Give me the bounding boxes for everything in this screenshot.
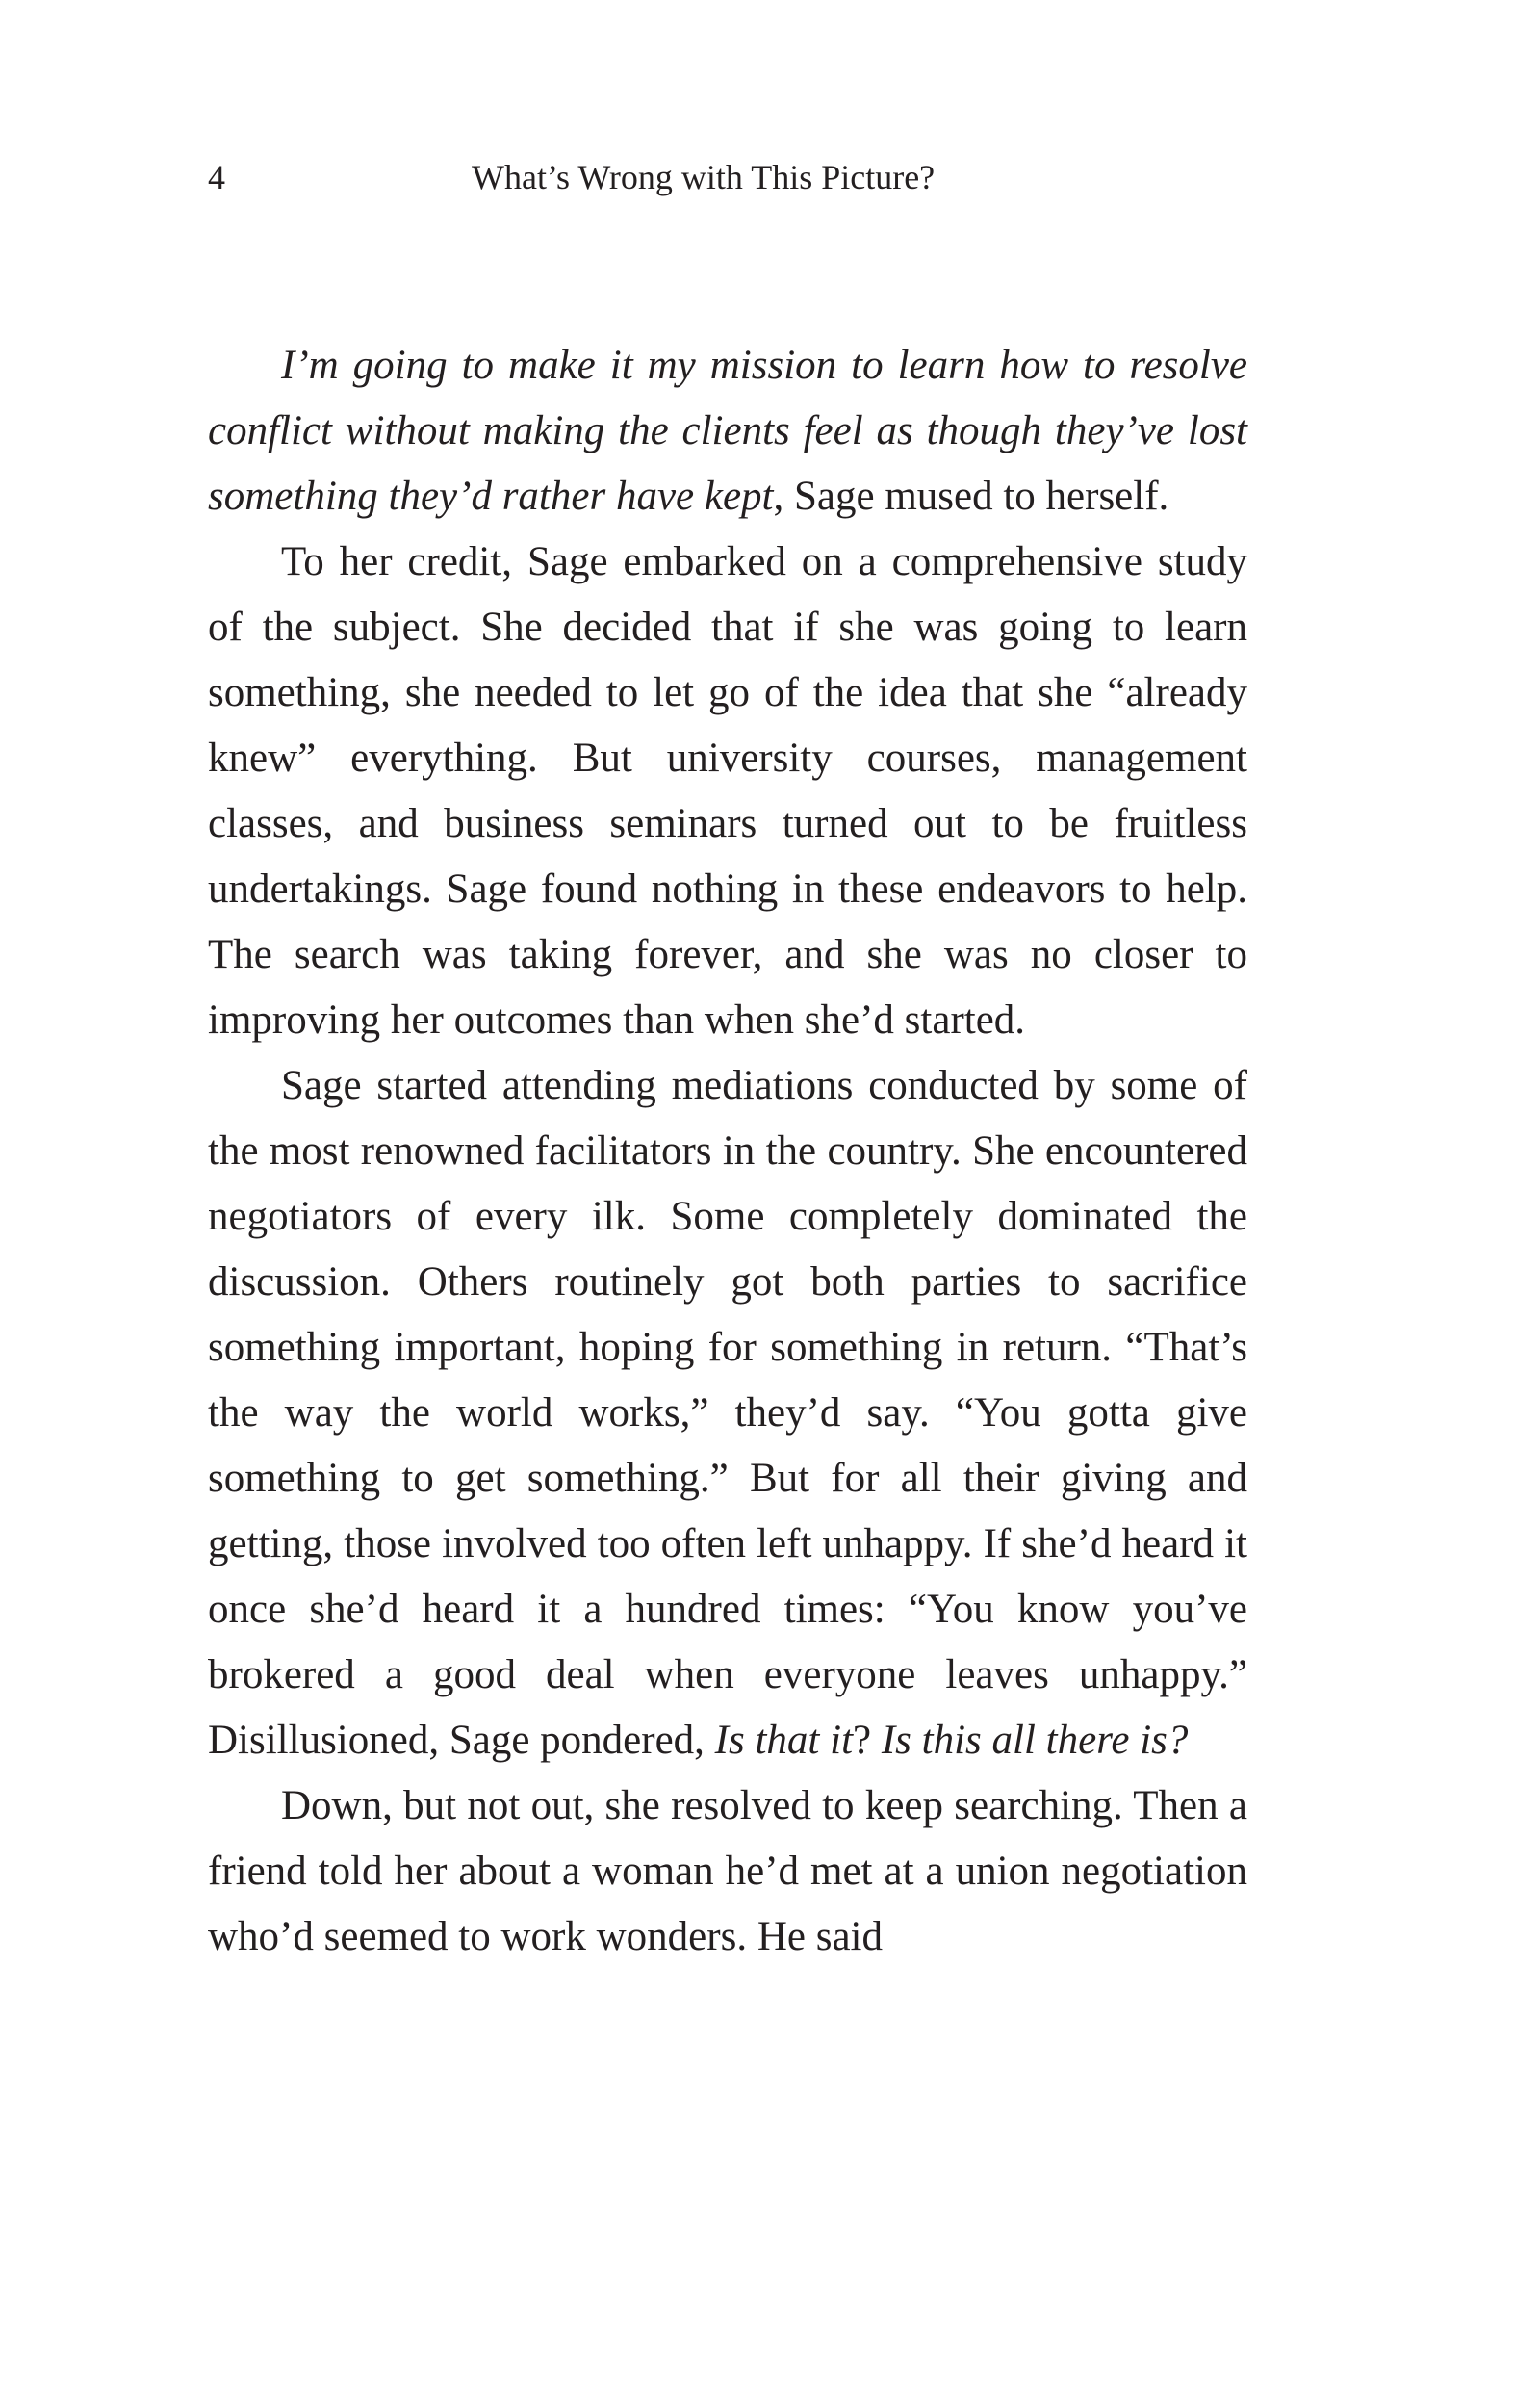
- paragraph-3-segment-2: Is that it: [714, 1718, 854, 1763]
- book-title: What’s Wrong with This Picture?: [472, 158, 936, 196]
- running-head: [208, 150, 1247, 204]
- paragraph-1-segment-2: , Sage mused to herself.: [773, 474, 1169, 519]
- paragraph-2-segment-1: To her credit, Sage embarked on a comprehensive study of the subject. She decided that if she was going to learn something, she needed to let go of the idea that she “already knew” everything. But university courses, management classes, and business seminars turned out to be fruitless undertakings. Sage found nothing in these endeavors to help. The search was taking forever, and she was no closer to improving her outcomes than when she’d started.: [208, 539, 1247, 1043]
- paragraph-4: [208, 1773, 1247, 1970]
- page-number: 4: [208, 158, 225, 196]
- paragraph-1: [208, 333, 1247, 530]
- body-text: [208, 333, 1247, 1970]
- paragraph-3-segment-4: Is this all there is?: [881, 1718, 1189, 1763]
- paragraph-3-segment-1: Sage started attending mediations conducted by some of the most renowned facilitators in the country. She encountered negotiators of every ilk. Some completely dominated the discussion. Others routinely got both parties to sacrifice something important, hoping for something in return. “That’s the way the world works,” they’d say. “You gotta give something to get something.” But for all their giving and getting, those involved too often left unhappy. If she’d heard it once she’d heard it a hundred times: “You know you’ve brokered a good deal when everyone leaves unhappy.” Disillusioned, Sage pondered,: [208, 1063, 1247, 1763]
- paragraph-2: [208, 530, 1247, 1053]
- paragraph-3-segment-3: ?: [853, 1718, 882, 1763]
- paragraph-1-segment-1: I’m going to make it my mission to learn how to resolve conflict without making the clients feel as though they’ve lost something they’d rather have kept: [208, 343, 1247, 519]
- paragraph-3: [208, 1053, 1247, 1773]
- paragraph-4-segment-1: Down, but not out, she resolved to keep searching. Then a friend told her about a woman he’d met at a union negotiation who’d seemed to work wonders. He said: [208, 1783, 1247, 1959]
